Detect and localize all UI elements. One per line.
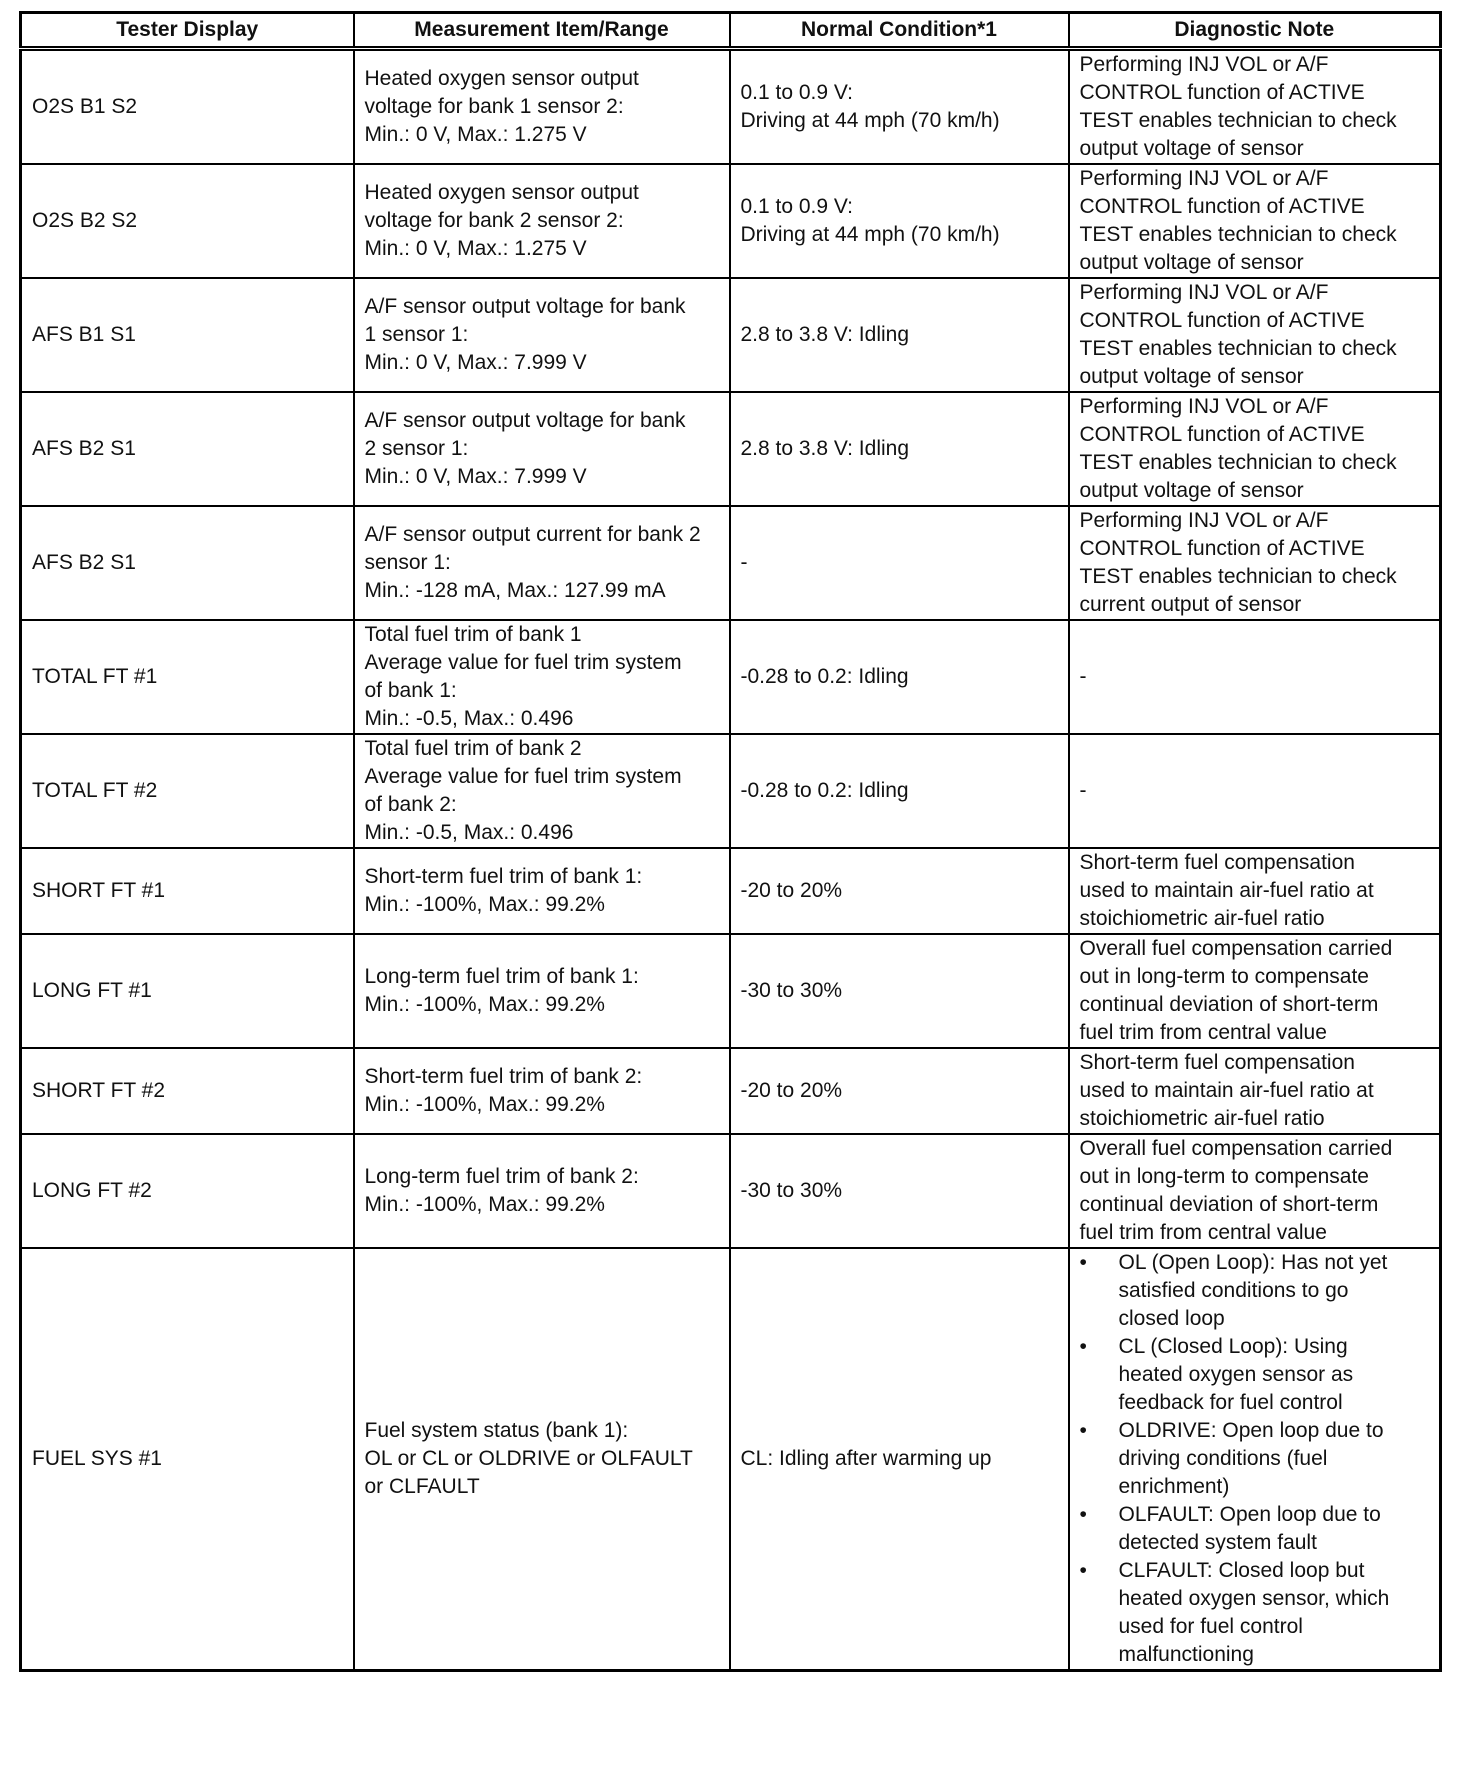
table-row: [21, 49, 1441, 165]
bullet-icon: •: [1079, 1503, 1087, 1526]
bullet-line: CLFAULT: Closed loop but: [1118, 1559, 1365, 1582]
measurement-line: Total fuel trim of bank 2: [364, 737, 582, 760]
measurement-line: or CLFAULT: [364, 1475, 480, 1498]
note-line: TEST enables technician to check: [1079, 337, 1397, 360]
measurement-line: Min.: -100%, Max.: 99.2%: [364, 1093, 605, 1116]
measurement-line: Average value for fuel trim system: [364, 651, 682, 674]
condition-line: Driving at 44 mph (70 km/h): [740, 109, 1000, 132]
measurement-item-cell: [354, 49, 730, 165]
table-row: [21, 848, 1441, 934]
measurement-line: Total fuel trim of bank 1: [364, 623, 582, 646]
diagnostic-note-cell: [1069, 506, 1441, 620]
bullet-line: CL (Closed Loop): Using: [1118, 1335, 1348, 1358]
note-line: CONTROL function of ACTIVE: [1079, 309, 1365, 332]
measurement-line: OL or CL or OLDRIVE or OLFAULT: [364, 1447, 693, 1470]
bullet-line: OL (Open Loop): Has not yet: [1118, 1251, 1388, 1274]
bullet-line: malfunctioning: [1118, 1643, 1254, 1666]
note-line: used to maintain air-fuel ratio at: [1079, 879, 1374, 902]
normal-condition-cell: [730, 49, 1069, 165]
note-line: Performing INJ VOL or A/F: [1079, 509, 1329, 532]
table-row: [21, 392, 1441, 506]
note-line: fuel trim from central value: [1079, 1021, 1327, 1044]
measurement-line: Heated oxygen sensor output: [364, 181, 639, 204]
condition-line: 2.8 to 3.8 V: Idling: [740, 323, 910, 346]
measurement-line: voltage for bank 2 sensor 2:: [364, 209, 624, 232]
bullet-icon: •: [1079, 1559, 1087, 1582]
diagnostic-note-cell: [1069, 1048, 1441, 1134]
condition-line: 0.1 to 0.9 V:: [740, 195, 853, 218]
bullet-line: closed loop: [1118, 1307, 1225, 1330]
condition-line: -0.28 to 0.2: Idling: [740, 779, 909, 802]
measurement-item-cell: [354, 734, 730, 848]
condition-line: -30 to 30%: [740, 1179, 843, 1202]
diagnostic-note-cell: [1069, 934, 1441, 1048]
measurement-item-cell: [354, 278, 730, 392]
note-line: -: [1079, 779, 1087, 802]
bullet-line: detected system fault: [1118, 1531, 1317, 1554]
condition-line: -: [740, 551, 748, 574]
table-row: [21, 1134, 1441, 1248]
note-line: CONTROL function of ACTIVE: [1079, 537, 1365, 560]
table-row: [21, 1248, 1441, 1671]
measurement-item-cell: [354, 506, 730, 620]
note-line: output voltage of sensor: [1079, 479, 1304, 502]
bullet-line: satisfied conditions to go: [1118, 1279, 1349, 1302]
tester-display-cell: TOTAL FT #2: [21, 734, 354, 848]
diagnostic-note-cell: [1069, 848, 1441, 934]
tester-display-cell: AFS B1 S1: [21, 278, 354, 392]
note-line: stoichiometric air-fuel ratio: [1079, 907, 1325, 930]
tester-display-cell: SHORT FT #1: [21, 848, 354, 934]
condition-line: -20 to 20%: [740, 1079, 843, 1102]
header-normal-condition: Normal Condition*1: [730, 13, 1069, 49]
condition-line: 0.1 to 0.9 V:: [740, 81, 853, 104]
note-line: TEST enables technician to check: [1079, 223, 1397, 246]
list-item: [1080, 1333, 1430, 1417]
measurement-item-cell: [354, 1048, 730, 1134]
normal-condition-cell: [730, 1134, 1069, 1248]
measurement-line: Long-term fuel trim of bank 1:: [364, 965, 639, 988]
note-line: out in long-term to compensate: [1079, 1165, 1369, 1188]
tester-display-cell: SHORT FT #2: [21, 1048, 354, 1134]
table-row: [21, 934, 1441, 1048]
note-line: CONTROL function of ACTIVE: [1079, 195, 1365, 218]
measurement-line: Short-term fuel trim of bank 1:: [364, 865, 643, 888]
data-list-table: [19, 11, 1442, 1672]
measurement-line: Heated oxygen sensor output: [364, 67, 639, 90]
note-line: out in long-term to compensate: [1079, 965, 1369, 988]
tester-display-cell: LONG FT #2: [21, 1134, 354, 1248]
note-line: output voltage of sensor: [1079, 137, 1304, 160]
table-row: [21, 506, 1441, 620]
bullet-icon: •: [1079, 1251, 1087, 1274]
note-line: Short-term fuel compensation: [1079, 1051, 1355, 1074]
bullet-line: driving conditions (fuel: [1118, 1447, 1328, 1470]
list-item: [1080, 1417, 1430, 1501]
document-page: [19, 11, 1439, 1672]
measurement-line: of bank 1:: [364, 679, 457, 702]
list-item: [1080, 1501, 1430, 1557]
diagnostic-note-cell: [1069, 1134, 1441, 1248]
diagnostic-note-cell: [1069, 278, 1441, 392]
measurement-line: Min.: 0 V, Max.: 7.999 V: [364, 351, 587, 374]
table-row: [21, 1048, 1441, 1134]
normal-condition-cell: [730, 1048, 1069, 1134]
tester-display-cell: FUEL SYS #1: [21, 1248, 354, 1671]
condition-line: Driving at 44 mph (70 km/h): [740, 223, 1000, 246]
diagnostic-note-cell: [1069, 49, 1441, 165]
note-line: -: [1079, 665, 1087, 688]
note-line: used to maintain air-fuel ratio at: [1079, 1079, 1374, 1102]
note-line: Performing INJ VOL or A/F: [1079, 281, 1329, 304]
measurement-line: Min.: -100%, Max.: 99.2%: [364, 993, 605, 1016]
diagnostic-note-cell: [1069, 1248, 1441, 1671]
normal-condition-cell: [730, 848, 1069, 934]
note-line: CONTROL function of ACTIVE: [1079, 423, 1365, 446]
note-line: Short-term fuel compensation: [1079, 851, 1355, 874]
measurement-line: Long-term fuel trim of bank 2:: [364, 1165, 639, 1188]
condition-line: -20 to 20%: [740, 879, 843, 902]
tester-display-cell: AFS B2 S1: [21, 506, 354, 620]
note-line: Performing INJ VOL or A/F: [1079, 395, 1329, 418]
measurement-item-cell: [354, 1134, 730, 1248]
measurement-item-cell: [354, 392, 730, 506]
bullet-line: heated oxygen sensor, which: [1118, 1587, 1390, 1610]
diagnostic-note-list: [1080, 1249, 1430, 1669]
note-line: Performing INJ VOL or A/F: [1079, 53, 1329, 76]
measurement-line: Min.: 0 V, Max.: 1.275 V: [364, 237, 587, 260]
normal-condition-cell: [730, 164, 1069, 278]
measurement-line: sensor 1:: [364, 551, 451, 574]
condition-line: CL: Idling after warming up: [740, 1447, 992, 1470]
list-item: [1080, 1557, 1430, 1669]
tester-display-cell: TOTAL FT #1: [21, 620, 354, 734]
measurement-line: of bank 2:: [364, 793, 457, 816]
tester-display-cell: O2S B1 S2: [21, 49, 354, 165]
header-tester-display: Tester Display: [21, 13, 354, 49]
bullet-line: enrichment): [1118, 1475, 1230, 1498]
measurement-line: voltage for bank 1 sensor 2:: [364, 95, 624, 118]
measurement-line: A/F sensor output voltage for bank: [364, 295, 686, 318]
condition-line: -0.28 to 0.2: Idling: [740, 665, 909, 688]
note-line: TEST enables technician to check: [1079, 565, 1397, 588]
bullet-line: used for fuel control: [1118, 1615, 1303, 1638]
diagnostic-note-cell: [1069, 164, 1441, 278]
measurement-line: Min.: -0.5, Max.: 0.496: [364, 821, 574, 844]
table-header-row: [21, 13, 1441, 49]
measurement-item-cell: [354, 848, 730, 934]
measurement-item-cell: [354, 164, 730, 278]
diagnostic-note-cell: [1069, 734, 1441, 848]
measurement-item-cell: [354, 934, 730, 1048]
note-line: Overall fuel compensation carried: [1079, 1137, 1393, 1160]
normal-condition-cell: [730, 734, 1069, 848]
measurement-line: A/F sensor output voltage for bank: [364, 409, 686, 432]
normal-condition-cell: [730, 934, 1069, 1048]
measurement-line: 2 sensor 1:: [364, 437, 469, 460]
measurement-item-cell: [354, 1248, 730, 1671]
bullet-line: OLDRIVE: Open loop due to: [1118, 1419, 1384, 1442]
note-line: continual deviation of short-term: [1079, 993, 1379, 1016]
measurement-line: Min.: 0 V, Max.: 1.275 V: [364, 123, 587, 146]
measurement-line: A/F sensor output current for bank 2: [364, 523, 701, 546]
note-line: stoichiometric air-fuel ratio: [1079, 1107, 1325, 1130]
measurement-line: 1 sensor 1:: [364, 323, 469, 346]
normal-condition-cell: [730, 278, 1069, 392]
note-line: continual deviation of short-term: [1079, 1193, 1379, 1216]
tester-display-cell: AFS B2 S1: [21, 392, 354, 506]
table-body: [21, 49, 1441, 1671]
measurement-line: Min.: 0 V, Max.: 7.999 V: [364, 465, 587, 488]
table-row: [21, 734, 1441, 848]
note-line: CONTROL function of ACTIVE: [1079, 81, 1365, 104]
measurement-line: Min.: -128 mA, Max.: 127.99 mA: [364, 579, 666, 602]
diagnostic-note-cell: [1069, 620, 1441, 734]
bullet-icon: •: [1079, 1335, 1087, 1358]
note-line: output voltage of sensor: [1079, 365, 1304, 388]
measurement-line: Fuel system status (bank 1):: [364, 1419, 629, 1442]
measurement-line: Short-term fuel trim of bank 2:: [364, 1065, 643, 1088]
bullet-icon: •: [1079, 1419, 1087, 1442]
bullet-line: feedback for fuel control: [1118, 1391, 1343, 1414]
tester-display-cell: LONG FT #1: [21, 934, 354, 1048]
note-line: Overall fuel compensation carried: [1079, 937, 1393, 960]
header-diagnostic-note: Diagnostic Note: [1069, 13, 1441, 49]
measurement-item-cell: [354, 620, 730, 734]
table-row: [21, 620, 1441, 734]
condition-line: -30 to 30%: [740, 979, 843, 1002]
measurement-line: Min.: -0.5, Max.: 0.496: [364, 707, 574, 730]
normal-condition-cell: [730, 506, 1069, 620]
table-row: [21, 278, 1441, 392]
measurement-line: Min.: -100%, Max.: 99.2%: [364, 893, 605, 916]
diagnostic-note-cell: [1069, 392, 1441, 506]
note-line: current output of sensor: [1079, 593, 1302, 616]
tester-display-cell: O2S B2 S2: [21, 164, 354, 278]
measurement-line: Min.: -100%, Max.: 99.2%: [364, 1193, 605, 1216]
bullet-line: heated oxygen sensor as: [1118, 1363, 1354, 1386]
measurement-line: Average value for fuel trim system: [364, 765, 682, 788]
note-line: TEST enables technician to check: [1079, 109, 1397, 132]
note-line: fuel trim from central value: [1079, 1221, 1327, 1244]
table-row: [21, 164, 1441, 278]
normal-condition-cell: [730, 392, 1069, 506]
normal-condition-cell: [730, 1248, 1069, 1671]
header-measurement-item: Measurement Item/Range: [354, 13, 730, 49]
note-line: Performing INJ VOL or A/F: [1079, 167, 1329, 190]
note-line: output voltage of sensor: [1079, 251, 1304, 274]
list-item: [1080, 1249, 1430, 1333]
normal-condition-cell: [730, 620, 1069, 734]
condition-line: 2.8 to 3.8 V: Idling: [740, 437, 910, 460]
bullet-line: OLFAULT: Open loop due to: [1118, 1503, 1381, 1526]
note-line: TEST enables technician to check: [1079, 451, 1397, 474]
